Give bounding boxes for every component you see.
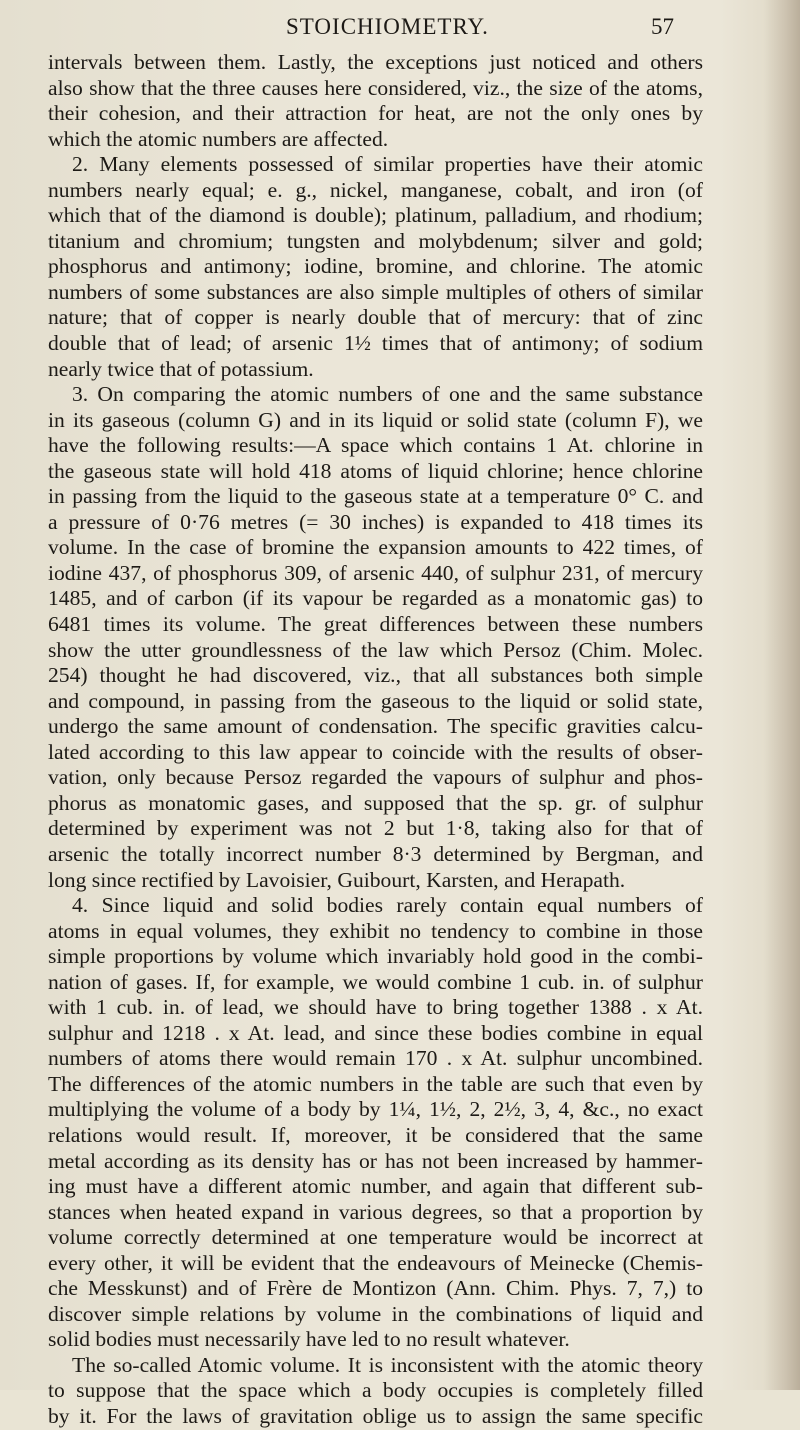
text-line: numbers nearly equal; e. g., nickel, manganese, cobalt, and iron (of <box>48 177 703 202</box>
text-line: their cohesion, and their attraction for heat, are not the only ones by <box>48 101 703 126</box>
page-edge-shadow <box>764 0 800 1390</box>
text-line: phosphorus and antimony; iodine, bromine, and chlorine. The atomic <box>48 254 703 279</box>
text-line: long since rectified by Lavoisier, Guibourt, Karsten, and Herapath. <box>48 867 626 892</box>
text-line: arsenic the totally incorrect number 8·3 determined by Bergman, and <box>48 841 703 866</box>
text-line: titanium and chromium; tungsten and molybdenum; silver and gold; <box>48 228 703 253</box>
text-line: in passing from the liquid to the gaseous state at a temperature 0° C. and <box>48 484 703 509</box>
text-line: 3. On comparing the atomic numbers of one and the same substance <box>72 382 703 407</box>
text-line: volume. In the case of bromine the expansion amounts to 422 times, of <box>48 535 703 560</box>
page-header <box>0 14 700 44</box>
text-line: with 1 cub. in. of lead, we should have to bring together 1388 . x At. <box>48 995 703 1020</box>
text-line: atoms in equal volumes, they exhibit no tendency to combine in those <box>48 918 703 943</box>
text-line: iodine 437, of phosphorus 309, of arsenic 440, of sulphur 231, of mercury <box>48 560 703 585</box>
page-number: 57 <box>651 14 674 39</box>
text-line: by it. For the laws of gravitation oblige us to assign the same specific <box>48 1403 703 1428</box>
text-line: 6481 times its volume. The great differences between these numbers <box>48 612 703 637</box>
text-line: 254) thought he had discovered, viz., that all substances both simple <box>48 663 703 688</box>
text-line: stances when heated expand in various degrees, so that a proportion by <box>48 1199 703 1224</box>
running-title: STOICHIOMETRY. <box>286 14 489 39</box>
text-line: double that of lead; of arsenic 1½ times that of antimony; of sodium <box>48 331 703 356</box>
text-line: in its gaseous (column G) and in its liquid or solid state (column F), we <box>48 407 703 432</box>
text-line: sulphur and 1218 . x At. lead, and since these bodies combine in equal <box>48 1020 703 1045</box>
text-line: simple proportions by volume which invariably hold good in the combi- <box>48 944 703 969</box>
text-line: numbers of some substances are also simple multiples of others of similar <box>48 279 703 304</box>
text-line: vation, only because Persoz regarded the vapours of sulphur and phos- <box>48 765 703 790</box>
text-line: che Messkunst) and of Frère de Montizon (Ann. Chim. Phys. 7, 7,) to <box>48 1276 703 1301</box>
text-line: show the utter groundlessness of the law which Persoz (Chim. Molec. <box>48 637 703 662</box>
body-text <box>48 50 703 1430</box>
text-line: nearly twice that of potassium. <box>48 356 314 381</box>
text-line: which the atomic numbers are affected. <box>48 126 389 151</box>
text-line: discover simple relations by volume in the combinations of liquid and <box>48 1301 703 1326</box>
text-line: phorus as monatomic gases, and supposed that the sp. gr. of sulphur <box>48 790 703 815</box>
text-line: 2. Many elements possessed of similar properties have their atomic <box>72 152 703 177</box>
text-line: have the following results:—A space which contains 1 At. chlorine in <box>48 433 703 458</box>
text-line: ing must have a different atomic number, and again that different sub- <box>48 1174 703 1199</box>
text-line: volume correctly determined at one temperature would be incorrect at <box>48 1225 703 1250</box>
text-line: also show that the three causes here considered, viz., the size of the atoms, <box>48 75 703 100</box>
text-line: lated according to this law appear to coincide with the results of obser- <box>48 739 703 764</box>
text-line: a pressure of 0·76 metres (= 30 inches) is expanded to 418 times its <box>48 509 703 534</box>
text-line: The so-called Atomic volume. It is inconsistent with the atomic theory <box>72 1352 703 1377</box>
text-line: determined by experiment was not 2 but 1·8, taking also for that of <box>48 816 703 841</box>
text-line: metal according as its density has or has not been increased by hammer- <box>48 1148 703 1173</box>
text-line: multiplying the volume of a body by 1¼, 1½, 2, 2½, 3, 4, &c., no exact <box>48 1097 703 1122</box>
text-line: nation of gases. If, for example, we would combine 1 cub. in. of sulphur <box>48 969 703 994</box>
text-line: the gaseous state will hold 418 atoms of liquid chlorine; hence chlorine <box>48 458 703 483</box>
text-line: every other, it will be evident that the endeavours of Meinecke (Chemis- <box>48 1250 703 1275</box>
text-line: relations would result. If, moreover, it be considered that the same <box>48 1122 703 1147</box>
text-line: which that of the diamond is double); platinum, palladium, and rhodium; <box>48 203 703 228</box>
text-line: 4. Since liquid and solid bodies rarely contain equal numbers of <box>72 893 703 918</box>
text-line: The differences of the atomic numbers in the table are such that even by <box>48 1071 703 1096</box>
text-line: 1485, and of carbon (if its vapour be regarded as a monatomic gas) to <box>48 586 703 611</box>
text-line: undergo the same amount of condensation. The specific gravities calcu- <box>48 714 703 739</box>
text-line: to suppose that the space which a body occupies is completely filled <box>48 1378 703 1403</box>
text-line: intervals between them. Lastly, the exceptions just noticed and others <box>48 50 703 74</box>
text-line: solid bodies must necessarily have led to no result whatever. <box>48 1327 570 1352</box>
text-line: and compound, in passing from the gaseous to the liquid or solid state, <box>48 688 703 713</box>
text-line: numbers of atoms there would remain 170 . x At. sulphur uncombined. <box>48 1046 703 1071</box>
text-line: nature; that of copper is nearly double that of mercury: that of zinc <box>48 305 703 330</box>
